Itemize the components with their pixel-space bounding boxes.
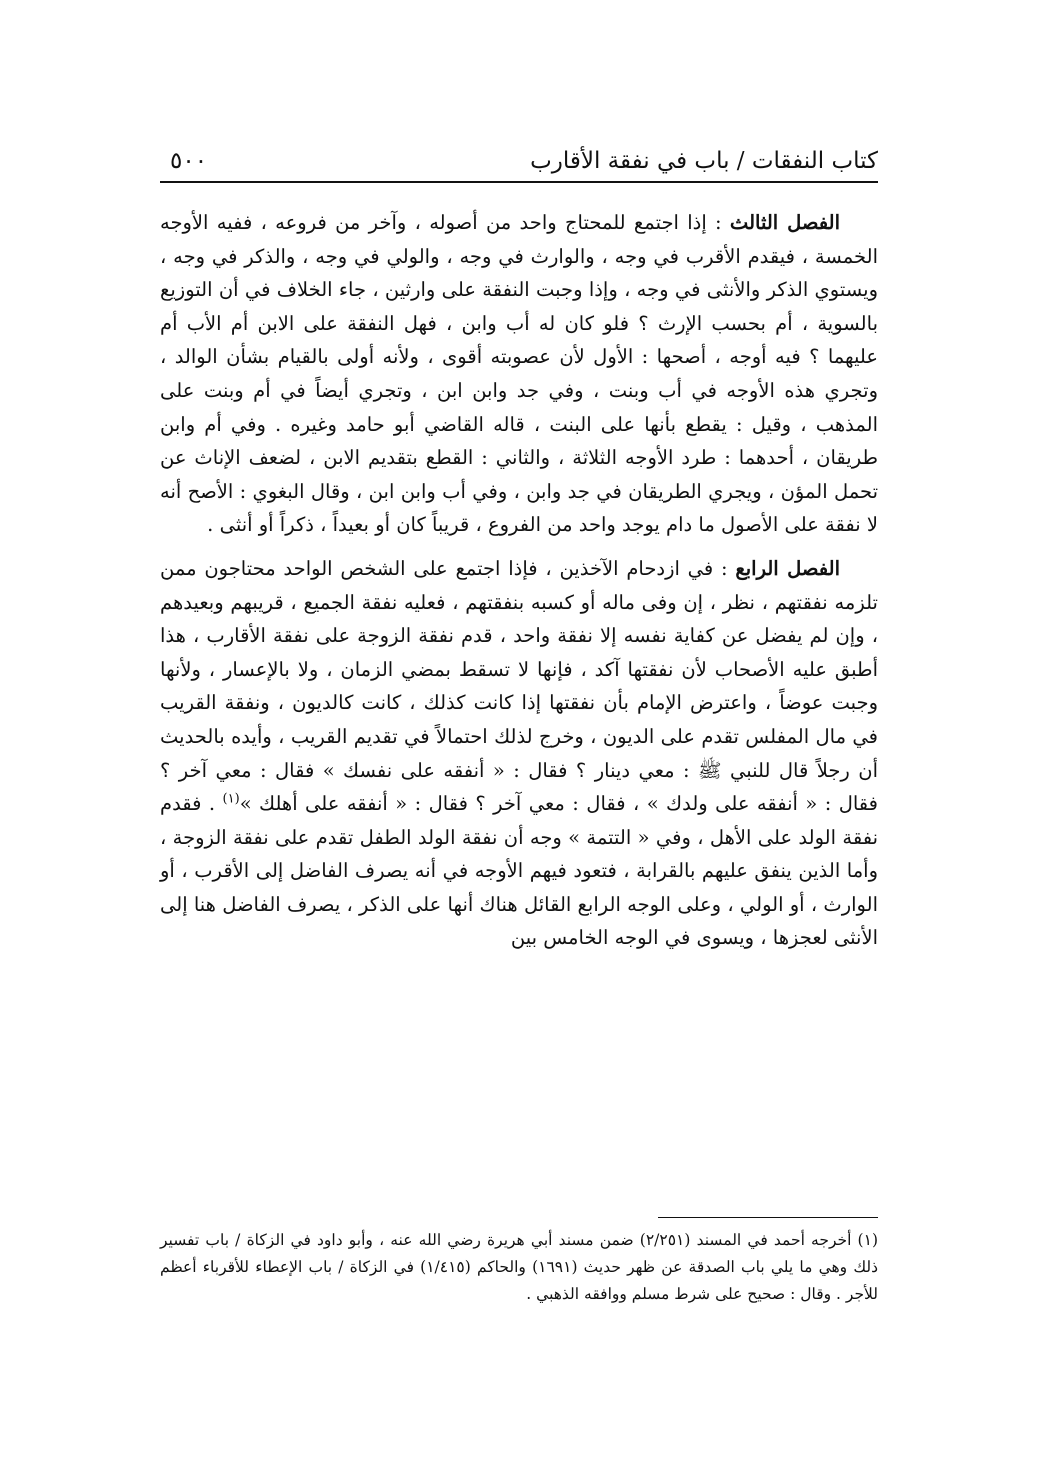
section-title: الفصل الرابع bbox=[735, 556, 840, 580]
footnotes bbox=[160, 1227, 878, 1308]
footnote-item: (١) أخرجه أحمد في المسند (٢/٢٥١) ضمن مسند أبي هريرة رضي الله عنه ، وأبو داود في الزكاة / باب تفسير ذلك وهي ما يلي باب الصدقة عن ظهر حديث (١٦٩١) والحاكم (١/٤١٥) في الزكاة / باب الإعطاء للأقرباء أعظم للأجر . وقال : صحيح على شرط مسلم ووافقه الذهبي . bbox=[160, 1231, 879, 1303]
paragraph-text: : إذا اجتمع للمحتاج واحد من أصوله ، وآخر من فروعه ، ففيه الأوجه الخمسة ، فيقدم الأقرب في وجه ، والوارث في وجه ، والولي في وجه ، والذكر في وجه ، ويستوي الذكر والأنثى في وجه ، وإذا وجبت النفقة على وارثين ، جاء الخلاف في أن التوزيع بالسوية ، أم بحسب الإرث ؟ فلو كان له أب وابن ، فهل النفقة على الابن أم الأب أم عليهما ؟ فيه أوجه ، أصحها : الأول لأن عصوبته أقوى ، ولأنه أولى بالقيام بشأن الوالد ، وتجري هذه الأوجه في أب وبنت ، وفي جد وابن ابن ، وتجري أيضاً في أم وبنت على المذهب ، وقيل : يقطع بأنها على البنت ، قاله القاضي أبو حامد وغيره . وفي أم وابن طريقان ، أحدهما : طرد الأوجه الثلاثة ، والثاني : القطع بتقديم الابن ، لضعف الإناث عن تحمل المؤن ، ويجري الطريقان في جد وابن ، وفي أب وابن ابن ، وقال البغوي : الأصح أنه لا نفقة على الأصول ما دام يوجد واحد من الفروع ، قريباً كان أو بعيداً ، ذكراً أو أنثى . bbox=[160, 211, 878, 537]
paragraph-section-three bbox=[160, 206, 878, 542]
paragraph-section-four bbox=[160, 552, 878, 955]
running-title: كتاب النفقات / باب في نفقة الأقارب bbox=[530, 148, 878, 174]
paragraph-text-continued: . فقدم نفقة الولد على الأهل ، وفي « التتمة » وجه أن نفقة الولد الطفل تقدم على نفقة الزوجة ، وأما الذين ينفق عليهم بالقرابة ، فتعود فيهم الأوجه في أنه يصرف الفاضل إلى الأقرب ، أو الوارث ، أو الولي ، وعلى الوجه الرابع القائل هناك أنها على الذكر ، يصرف الفاضل هنا إلى الأنثى لعجزها ، ويسوى في الوجه الخامس بين bbox=[160, 792, 878, 950]
section-title: الفصل الثالث bbox=[729, 211, 840, 234]
footnote-reference[interactable]: (١) bbox=[222, 791, 240, 807]
header-rule bbox=[160, 181, 878, 183]
page-number: ٥٠٠ bbox=[170, 148, 208, 174]
paragraph-text: : في ازدحام الآخذين ، فإذا اجتمع على الشخص الواحد محتاجون ممن تلزمه نفقتهم ، نظر ، إن وفى ماله أو كسبه بنفقتهم ، فعليه نفقة الجميع ، قريبهم وبعيدهم ، وإن لم يفضل عن كفاية نفسه إلا نفقة واحد ، قدم نفقة الزوجة على نفقة الأقارب ، هذا أطبق عليه الأصحاب لأن نفقتها آكد ، فإنها لا تسقط بمضي الزمان ، ولا بالإعسار ، ولأنها وجبت عوضاً ، واعترض الإمام بأن نفقتها إذا كانت كذلك ، كانت كالديون ، ونفقة القريب في مال المفلس تقدم على الديون ، وخرج لذلك احتمالاً في تقديم القريب ، وأيده بالحديث أن رجلاً قال للنبي ﷺ : معي دينار ؟ فقال : « أنفقه على نفسك » فقال : معي آخر ؟ فقال : « أنفقه على ولدك » ، فقال : معي آخر ؟ فقال : « أنفقه على أهلك » bbox=[160, 556, 878, 816]
page-header bbox=[162, 140, 878, 182]
main-text bbox=[160, 206, 878, 955]
footnote-separator bbox=[658, 1217, 878, 1218]
